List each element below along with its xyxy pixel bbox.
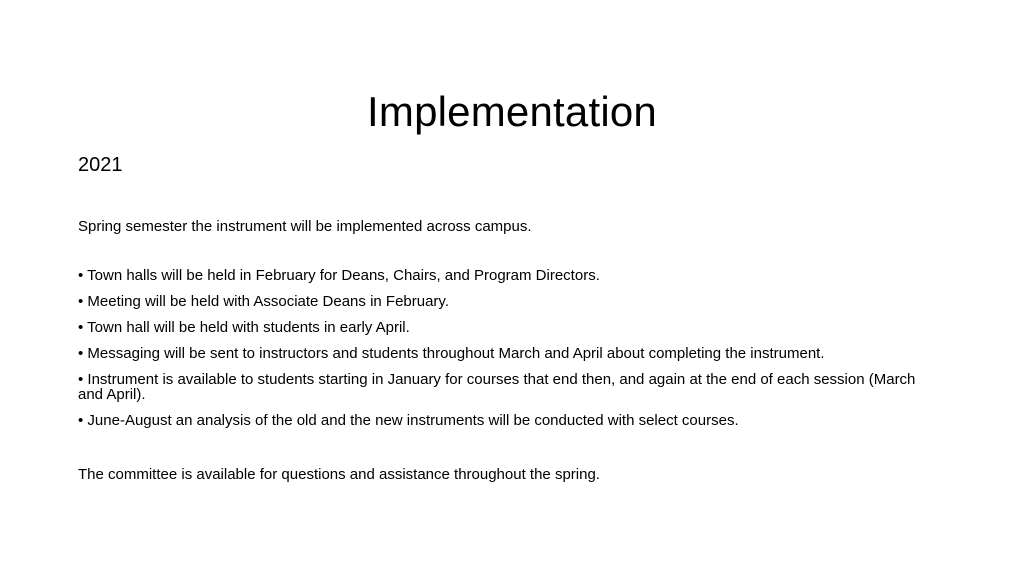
bullet-item: • Town hall will be held with students in early April.	[78, 319, 410, 336]
closing-text: The committee is available for questions and assistance throughout the spring.	[78, 466, 600, 483]
bullet-item: • Meeting will be held with Associate Deans in February.	[78, 293, 449, 310]
bullet-item: • Messaging will be sent to instructors and students throughout March and April about completing the instrument.	[78, 345, 825, 362]
bullet-list	[78, 268, 938, 439]
slide-body	[78, 150, 958, 483]
slide-title: Implementation	[367, 88, 657, 136]
year-heading: 2021	[78, 154, 123, 176]
bullet-item: • June-August an analysis of the old and the new instruments will be conducted with select courses.	[78, 412, 739, 429]
intro-text: Spring semester the instrument will be implemented across campus.	[78, 218, 532, 235]
bullet-item: • Instrument is available to students starting in January for courses that end then, and again at the end of each session (March and April).	[78, 371, 916, 403]
bullet-item: • Town halls will be held in February for Deans, Chairs, and Program Directors.	[78, 267, 600, 284]
